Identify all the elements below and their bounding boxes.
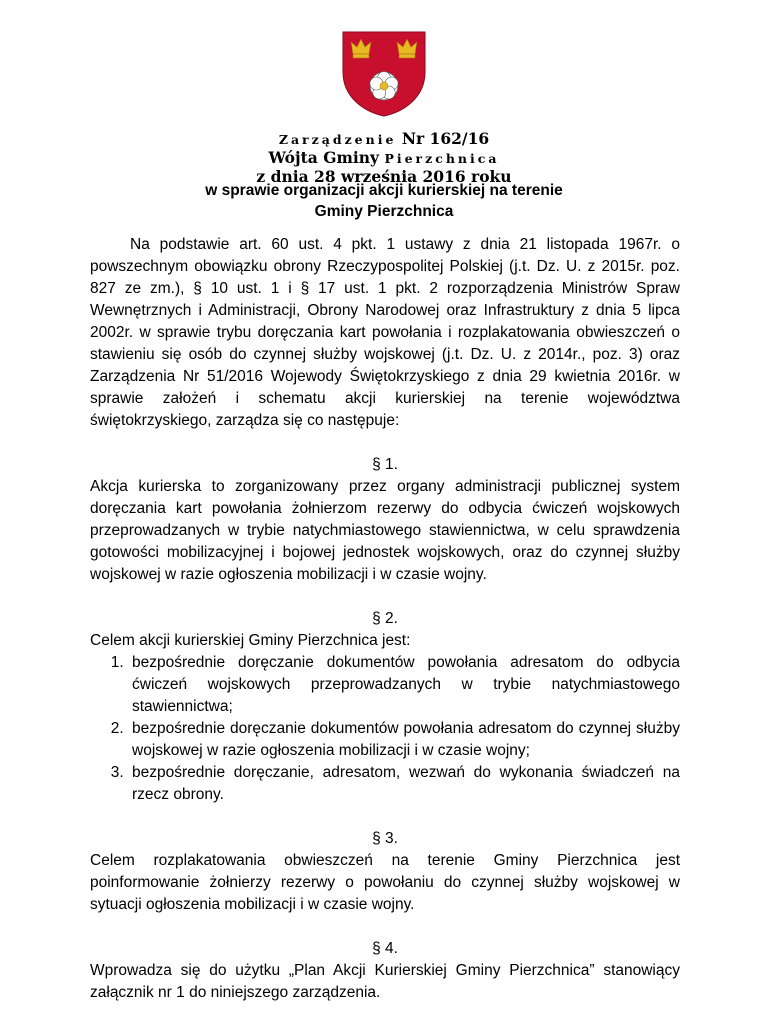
- title-word-zarzadzenie: Zarządzenie: [278, 132, 397, 147]
- list-item: 3. bezpośrednie doręczanie, adresatom, wezwań do wykonania świadczeń na rzecz obrony.: [128, 762, 680, 806]
- goals-list: [90, 652, 680, 806]
- title-number: Nr 162/16: [401, 129, 490, 148]
- section-text-3: Celem rozplakatowania obwieszczeń na terenie Gminy Pierzchnica jest poinformowanie żołnierzy rezerwy o powołaniu do czynnej służby wojskowej w sytuacji ogłoszenia mobilizacji i w czasie wojny.: [90, 852, 680, 913]
- title-line-1: [0, 130, 768, 149]
- title-wojta-gminy: Wójta Gminy: [268, 148, 380, 167]
- document-subject: [0, 180, 768, 222]
- section-text-2: Celem akcji kurierskiej Gminy Pierzchnica jest:: [90, 632, 411, 649]
- section-heading-2: § 2.: [372, 610, 398, 627]
- list-item: 1. bezpośrednie doręczanie dokumentów powołania adresatom do odbycia ćwiczeń wojskowych przeprowadzanych w trybie natychmiastowego stawiennictwa;: [128, 652, 680, 718]
- document-body: [90, 234, 680, 1026]
- title-gmina-name: Pierzchnica: [384, 151, 500, 166]
- subject-line-1: w sprawie organizacji akcji kurierskiej na terenie: [205, 182, 563, 199]
- section-text-4: Wprowadza się do użytku „Plan Akcji Kurierskiej Gminy Pierzchnica” stanowiący załącznik nr 1 do niniejszego zarządzenia.: [90, 962, 680, 1001]
- subject-line-2: Gminy Pierzchnica: [314, 203, 454, 220]
- section-heading-3: § 3.: [372, 830, 398, 847]
- rose-icon: [370, 72, 398, 101]
- section-text-1: Akcja kurierska to zorganizowany przez organy administracji publicznej system doręczania kart powołania żołnierzom rezerwy do odbycia ćwiczeń wojskowych przeprowadzanych w trybie natychmiastowego stawiennictwa, w celu sprawdzenia gotowości mobilizacyjnej i bojowej jednostek wojskowych, oraz do czynnej służby wojskowej w razie ogłoszenia mobilizacji i w czasie wojny.: [90, 478, 680, 583]
- title-line-2: [0, 149, 768, 168]
- title-date: z dnia 28 września 2016 roku: [256, 167, 512, 186]
- coat-of-arms-emblem: [337, 28, 431, 118]
- section-heading-4: § 4.: [372, 940, 398, 957]
- intro-paragraph: Na podstawie art. 60 ust. 4 pkt. 1 ustawy z dnia 21 listopada 1967r. o powszechnym obowiązku obrony Rzeczypospolitej Polskiej (j.t. Dz. U. z 2015r. poz. 827 ze zm.), § 10 ust. 1 i § 17 ust. 1 pkt. 2 rozporządzenia Ministrów Spraw Wewnętrznych i Administracji, Obrony Narodowej oraz Infrastruktury z dnia 5 lipca 2002r. w sprawie trybu doręczania kart powołania i rozplakatowania obwieszczeń o stawieniu się osób do czynnej służby wojskowej (j.t. Dz. U. z 2014r., poz. 3) oraz Zarządzenia Nr 51/2016 Wojewody Świętokrzyskiego z dnia 29 kwietnia 2016r. w sprawie założeń i schematu akcji kurierskiej na terenie województwa świętokrzyskiego, zarządza się co następuje:: [90, 236, 680, 429]
- document-title: [0, 130, 768, 186]
- section-heading-1: § 1.: [372, 456, 398, 473]
- list-item: 2. bezpośrednie doręczanie dokumentów powołania adresatom do czynnej służby wojskowej w razie ogłoszenia mobilizacji i w czasie wojny;: [128, 718, 680, 762]
